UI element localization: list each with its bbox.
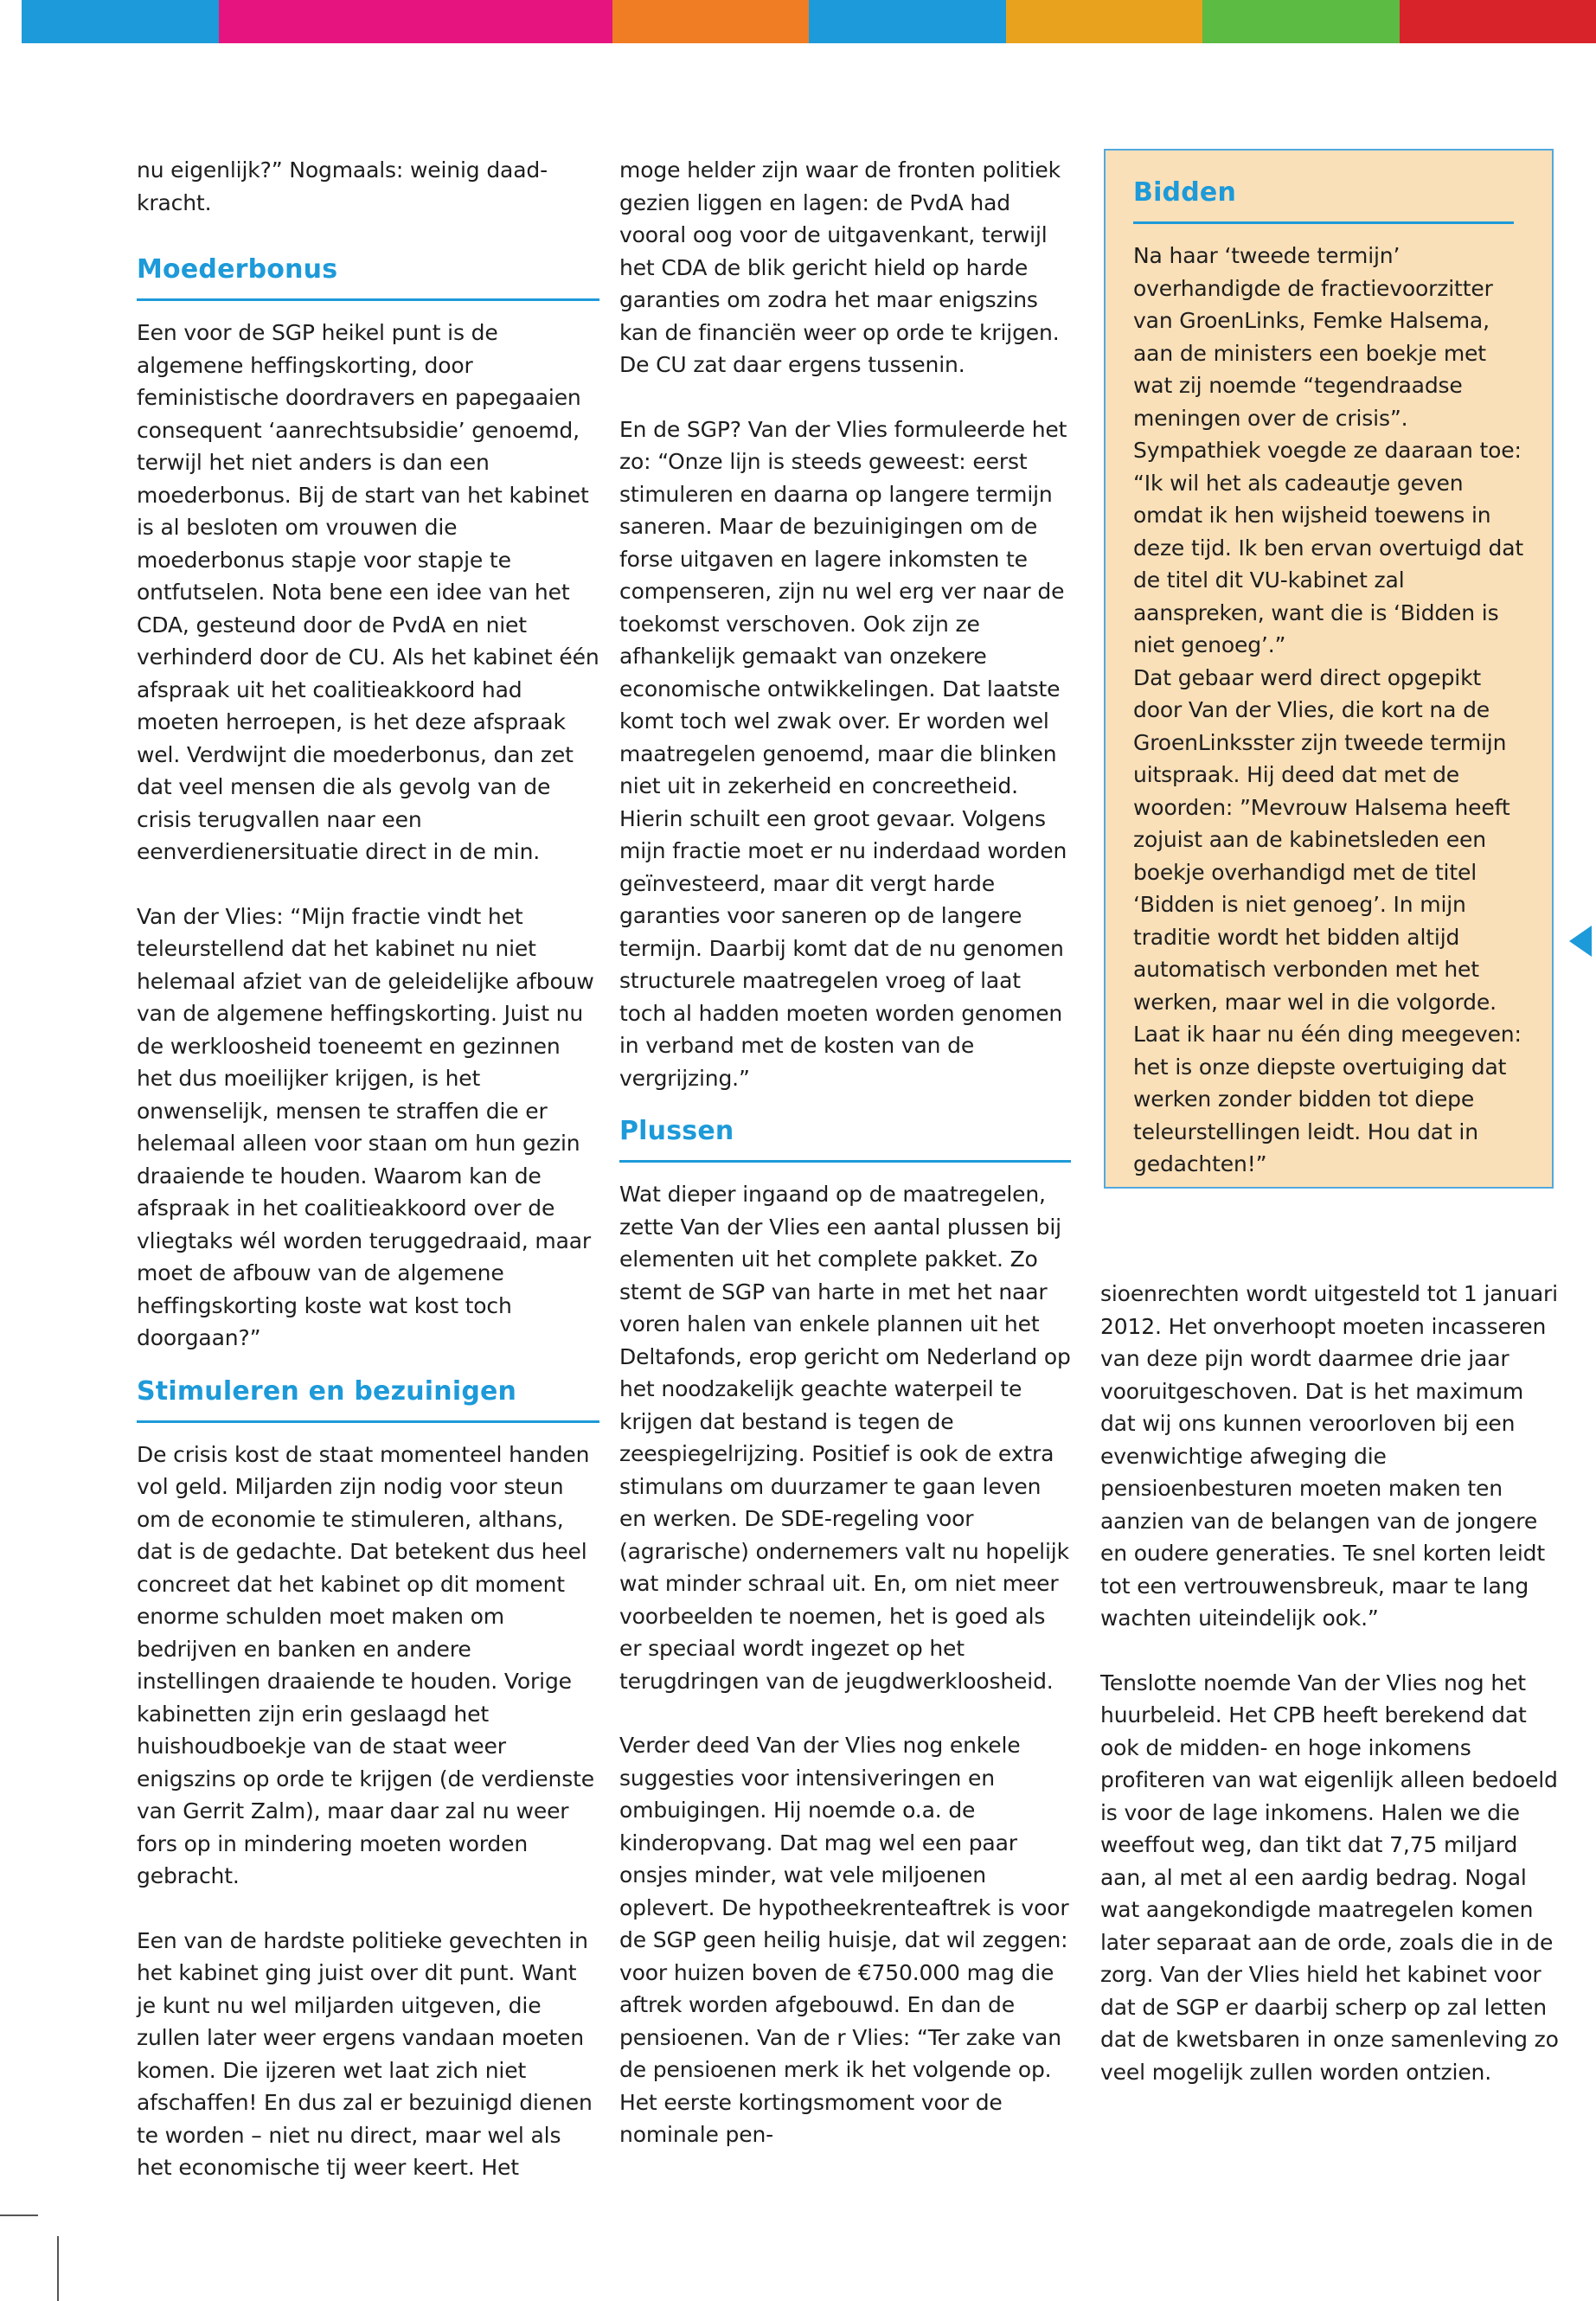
article-column-1: [137, 154, 599, 2184]
paragraph: De crisis kost de staat momenteel handen vol geld. Miljarden zijn nodig voor steun om de economie te stimuleren, althans, dat is de gedachte. Dat betekent dus heel concreet dat het kabinet op dit moment enorme schulden moet maken om bedrijven en banken en andere instellingen draaiende te houden. Vorige kabinetten zijn erin geslaagd het huishoudboekje van de staat weer enigszins op orde te krijgen (de verdienste van Gerrit Zalm), maar daar zal nu weer fors op in mindering moeten worden gebracht.: [137, 1441, 594, 1888]
stripe-segment: [1006, 0, 1203, 43]
stripe-segment: [415, 0, 612, 43]
stripe-segment: [1202, 0, 1400, 43]
paragraph: Een van de hardste politieke gevechten in het kabinet ging juist over dit punt. Want je kunt nu wel miljarden uitgeven, die zullen later weer ergens vandaan moeten komen. Die ijzeren wet laat zich niet afschaffen! En dus zal er bezuinigd dienen te worden – niet nu direct, maar wel als het economische tij weer keert. Het: [137, 1927, 593, 2180]
article-column-2: [619, 154, 1071, 2151]
article-column-3: [1100, 1278, 1561, 2088]
stripe-segment: [22, 0, 219, 43]
section-heading-moederbonus: Moederbonus: [137, 253, 599, 301]
paragraph: Een voor de SGP heikel punt is de algemene heffingskorting, door feministische doordravers en papegaaien consequent ‘aanrechtsubsidie’ genoemd, terwijl het niet anders is dan een moederbonus. Bij de start van het kabinet is al besloten om vrouwen die moederbonus stapje voor stapje te ontfutselen. Nota bene een idee van het CDA, gesteund door de PvdA en niet verhinderd door de CU. Als het kabinet één afspraak uit het coalitieakkoord had moeten herroepen, is het deze afspraak wel. Verdwijnt die moederbonus, dan zet dat veel mensen die als gevolg van de crisis terugvallen naar een eenverdienersituatie direct in de min.: [137, 320, 599, 864]
stripe-segment: [809, 0, 1006, 43]
sidebar-heading: Bidden: [1133, 176, 1514, 224]
sidebar-box-bidden: [1104, 149, 1554, 1189]
crop-mark: [0, 2214, 38, 2216]
section-heading-stimuleren: Stimuleren en bezuinigen: [137, 1375, 599, 1423]
crop-mark: [57, 2236, 59, 2301]
paragraph: Van der Vlies: “Mijn fractie vindt het teleurstellend dat het kabinet nu niet helemaal afziet van de geleidelijke afbouw van de algemene heffingskorting. Juist nu de werkloosheid toeneemt en gezinnen het dus moeilijker krijgen, is het onwenselijk, mensen te straffen die er helemaal alleen voor staan om hun gezin draaiende te houden. Waarom kan de afspraak in het coalitieakkoord over de vliegtaks wél worden teruggedraaid, maar moet de afbouw van de algemene heffingskorting koste wat kost toch doorgaan?”: [137, 903, 594, 1350]
paragraph: Tenslotte noemde Van der Vlies nog het huurbeleid. Het CPB heeft berekend dat ook de midden- en hoge inkomens profiteren van wat eigenlijk alleen bedoeld is voor de lage inkomens. Halen we die weeffout weg, dan tikt dat 7,75 miljard aan, al met al een aardig bedrag. Nogal wat aangekondigde maatregelen komen later separaat aan de orde, zoals die in de zorg. Van der Vlies hield het kabinet voor dat de SGP er daarbij scherp op zal letten dat de kwetsbaren in onze samenleving zo veel mogelijk zullen worden ontzien.: [1100, 1670, 1559, 2085]
page-turn-arrow-icon: [1569, 926, 1592, 957]
color-stripe: [22, 0, 1596, 43]
stripe-segment: [1400, 0, 1596, 43]
section-heading-plussen: Plussen: [619, 1115, 1071, 1163]
paragraph: moge helder zijn waar de fronten politiek gezien liggen en lagen: de PvdA had vooral oog voor de uitgavenkant, terwijl het CDA de blik gericht hield op harde garanties om zodra het maar enigszins kan de financiën weer op orde te krijgen. De CU zat daar ergens tussenin.: [619, 157, 1061, 377]
paragraph: nu eigenlijk?” Nogmaals: weinig daad-kracht.: [137, 157, 548, 215]
paragraph: sioenrechten wordt uitgesteld tot 1 januari 2012. Het onverhoopt moeten incasseren van deze pijn wordt daarmee drie jaar vooruitgeschoven. Dat is het maximum dat wij ons kunnen veroorloven bij een evenwichtige afweging die pensioenbesturen moeten maken ten aanzien van de belangen van de jongere en oudere generaties. Te snel korten leidt tot een vertrouwensbreuk, maar te lang wachten uiteindelijk ook.”: [1100, 1281, 1558, 1631]
paragraph: En de SGP? Van der Vlies formuleerde het zo: “Onze lijn is steeds geweest: eerst stimuleren en daarna op langere termijn saneren. Maar de bezuinigingen om de forse uitgaven en lagere inkomsten te compenseren, zijn nu wel erg ver naar de toekomst verschoven. Ook zijn ze afhankelijk gemaakt van onzekere economische ontwikkelingen. Dat laatste komt toch wel zwak over. Er worden wel maatregelen genoemd, maar die blinken niet uit in zekerheid en concreetheid. Hierin schuilt een groot gevaar. Volgens mijn fractie moet er nu inderdaad worden geïnvesteerd, maar dit vergt harde garanties voor saneren op de langere termijn. Daarbij komt dat de nu genomen structurele maatregelen vroeg of laat toch al hadden moeten worden genomen in verband met de kosten van de vergrijzing.”: [619, 416, 1067, 1091]
stripe-segment: [612, 0, 810, 43]
paragraph: Dat gebaar werd direct opgepikt door Van der Vlies, die kort na de GroenLinksster zijn tweede termijn uitspraak. Hij deed dat met de woorden: ”Mevrouw Halsema heeft zojuist aan de kabinetsleden een boekje overhandigd met de titel ‘Bidden is niet genoeg’. In mijn traditie wordt het bidden altijd automatisch verbonden met het werken, maar wel in die volgorde. Laat ik haar nu één ding meegeven: het is onze diepste overtuiging dat werken zonder bidden tot diepe teleurstellingen leidt. Hou dat in gedachten!”: [1133, 664, 1522, 1176]
paragraph: Wat dieper ingaand op de maatregelen, zette Van der Vlies een aantal plussen bij elementen uit het complete pakket. Zo stemt de SGP van harte in met het naar voren halen van enkele plannen uit het Deltafonds, erop gericht om Nederland op het noodzakelijk geachte waterpeil te krijgen dat bestand is tegen de zeespiegelrijzing. Positief is ook de extra stimulans om duurzamer te gaan leven en werken. De SDE-regeling voor (agrarische) ondernemers valt nu hopelijk wat minder schraal uit. En, om niet meer voorbeelden te noemen, het is goed als er speciaal wordt ingezet op het terugdringen van de jeugdwerkloosheid.: [619, 1182, 1071, 1694]
paragraph: Na haar ‘tweede termijn’ overhandigde de fractievoorzitter van GroenLinks, Femke Halsema, aan de ministers een boekje met wat zij noemde “tegendraadse meningen over de crisis”. Sympathiek voegde ze daaraan toe: “Ik wil het als cadeautje geven omdat ik hen wijsheid toewens in deze tijd. Ik ben ervan overtuigd dat de titel dit VU-kabinet zal aanspreken, want die is ‘Bidden is niet genoeg’.”: [1133, 243, 1524, 657]
paragraph: Verder deed Van der Vlies nog enkele suggesties voor intensiveringen en ombuigingen. Hij noemde o.a. de kinderopvang. Dat mag wel een paar onsjes minder, wat vele miljoenen oplevert. De hypotheekrenteaftrek is voor de SGP geen heilig huisje, dat wil zeggen: voor huizen boven de €750.000 mag die aftrek worden afgebouwd. En dan de pensioenen. Van de r Vlies: “Ter zake van de pensioenen merk ik het volgende op. Het eerste kortingsmoment voor de nominale pen-: [619, 1733, 1069, 2147]
stripe-segment: [219, 0, 416, 43]
